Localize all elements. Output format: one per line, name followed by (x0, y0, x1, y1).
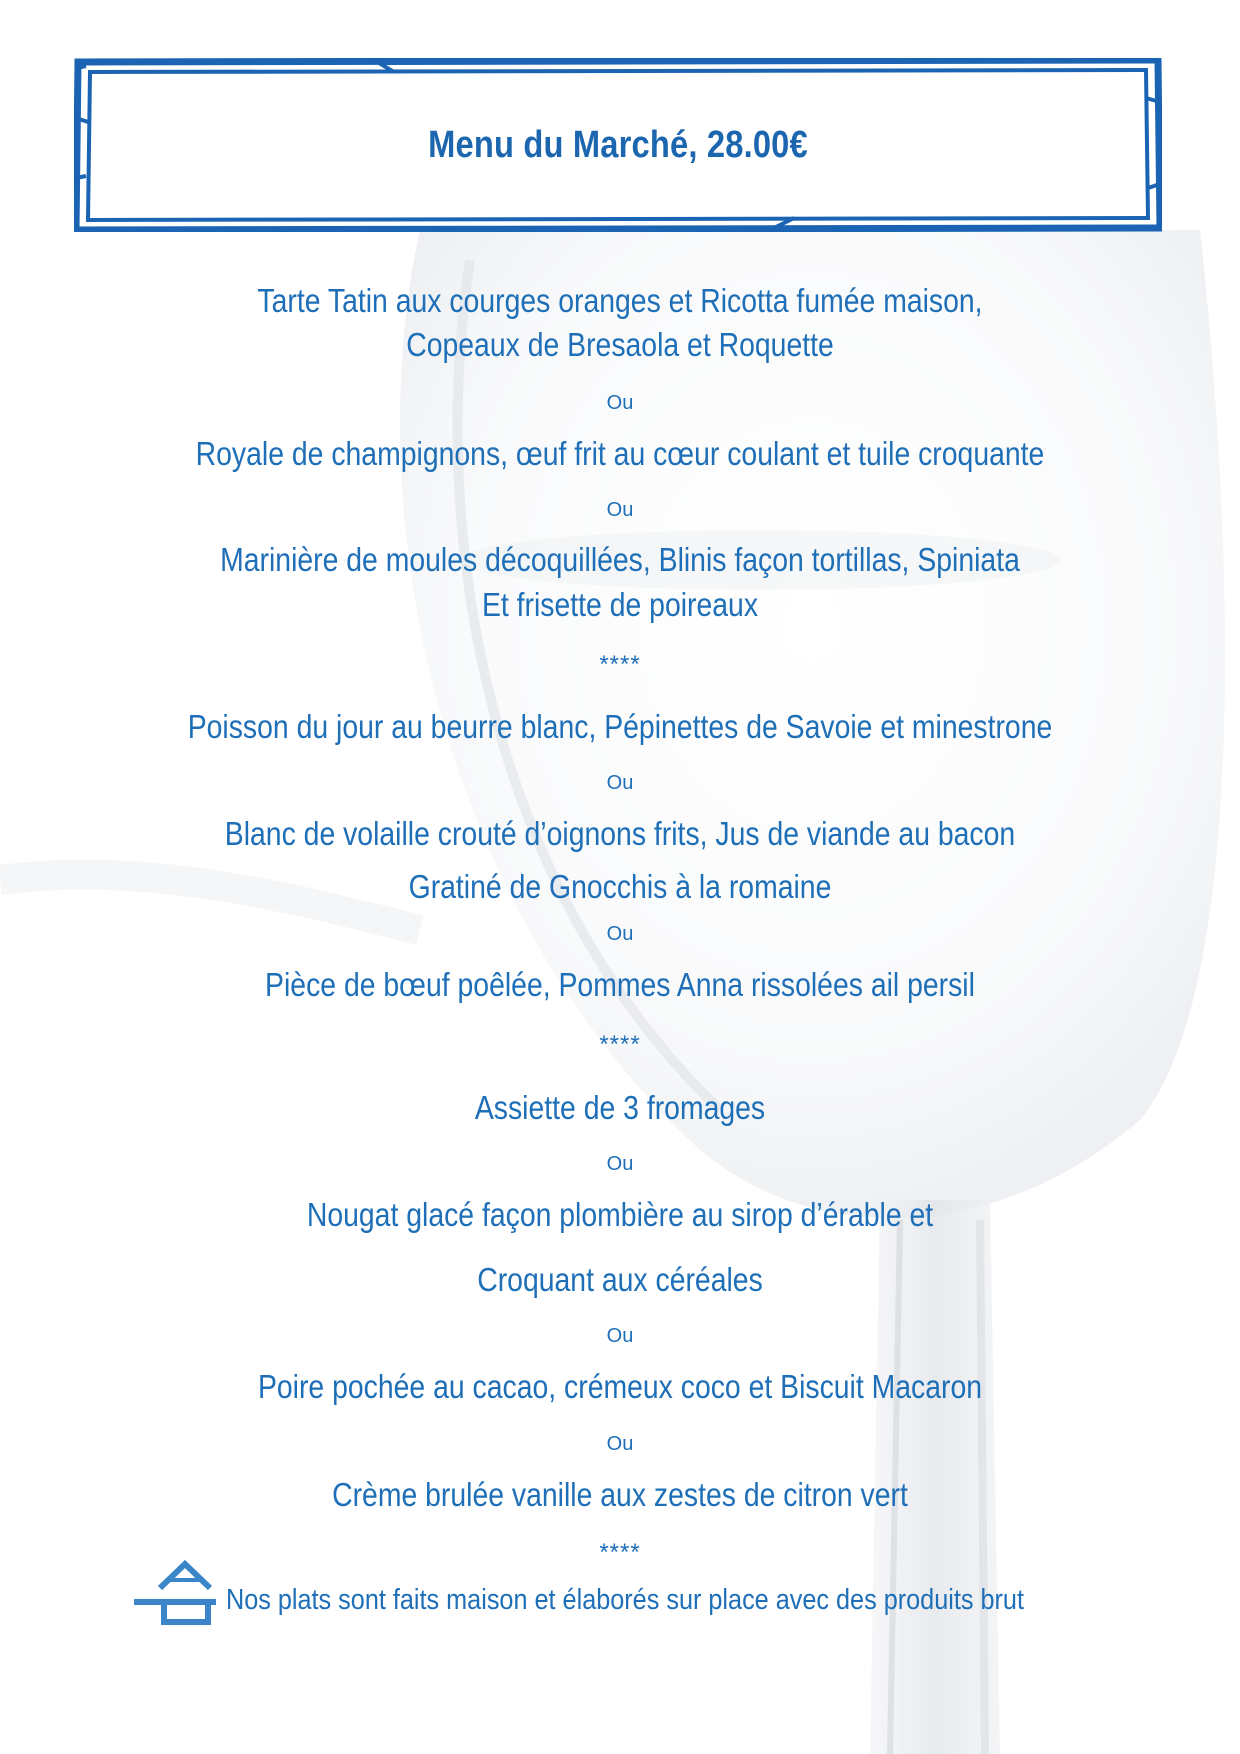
starter-2: Royale de champignons, œuf frit au cœur coulant et tuile croquante (195, 435, 1045, 472)
dessert-3: Poire pochée au cacao, crémeux coco et Biscuit Macaron (257, 1368, 983, 1405)
or-separator: Ou (606, 392, 634, 414)
course-separator: **** (599, 1031, 641, 1058)
dessert-4: Crème brulée vanille aux zestes de citron vert (332, 1476, 908, 1513)
fait-maison-text: Nos plats sont faits maison et élaborés sur place avec des produits brut (226, 1584, 1024, 1616)
dessert-1: Assiette de 3 fromages (474, 1089, 766, 1126)
or-separator: Ou (606, 1325, 634, 1347)
or-separator: Ou (606, 499, 634, 521)
starter-1-line-2: Copeaux de Bresaola et Roquette (406, 326, 834, 363)
dessert-2-line-2: Croquant aux céréales (477, 1261, 763, 1298)
menu-title: Menu du Marché, 28.00€ (428, 123, 808, 166)
main-3: Pièce de bœuf poêlée, Pommes Anna rissolées ail persil (265, 966, 975, 1003)
course-separator: **** (599, 651, 641, 678)
main-2-line-2: Gratiné de Gnocchis à la romaine (408, 868, 832, 905)
fait-maison-note (132, 1558, 1132, 1628)
starter-1-line-1: Tarte Tatin aux courges oranges et Ricotta fumée maison, (257, 282, 983, 319)
starter-3-line-2: Et frisette de poireaux (481, 586, 759, 623)
or-separator: Ou (606, 923, 634, 945)
main-1: Poisson du jour au beurre blanc, Pépinettes de Savoie et minestrone (187, 708, 1053, 745)
or-separator: Ou (606, 1153, 634, 1175)
course-separator: **** (599, 1539, 641, 1566)
main-2-line-1: Blanc de volaille crouté d’oignons frits, Jus de viande au bacon (224, 815, 1016, 852)
title-frame (74, 58, 1162, 232)
or-separator: Ou (606, 772, 634, 794)
dessert-2-line-1: Nougat glacé façon plombière au sirop d’érable et (306, 1196, 934, 1233)
starter-3-line-1: Marinière de moules décoquillées, Blinis façon tortillas, Spiniata (220, 541, 1020, 578)
fait-maison-house-icon (132, 1558, 222, 1628)
or-separator: Ou (606, 1433, 634, 1455)
